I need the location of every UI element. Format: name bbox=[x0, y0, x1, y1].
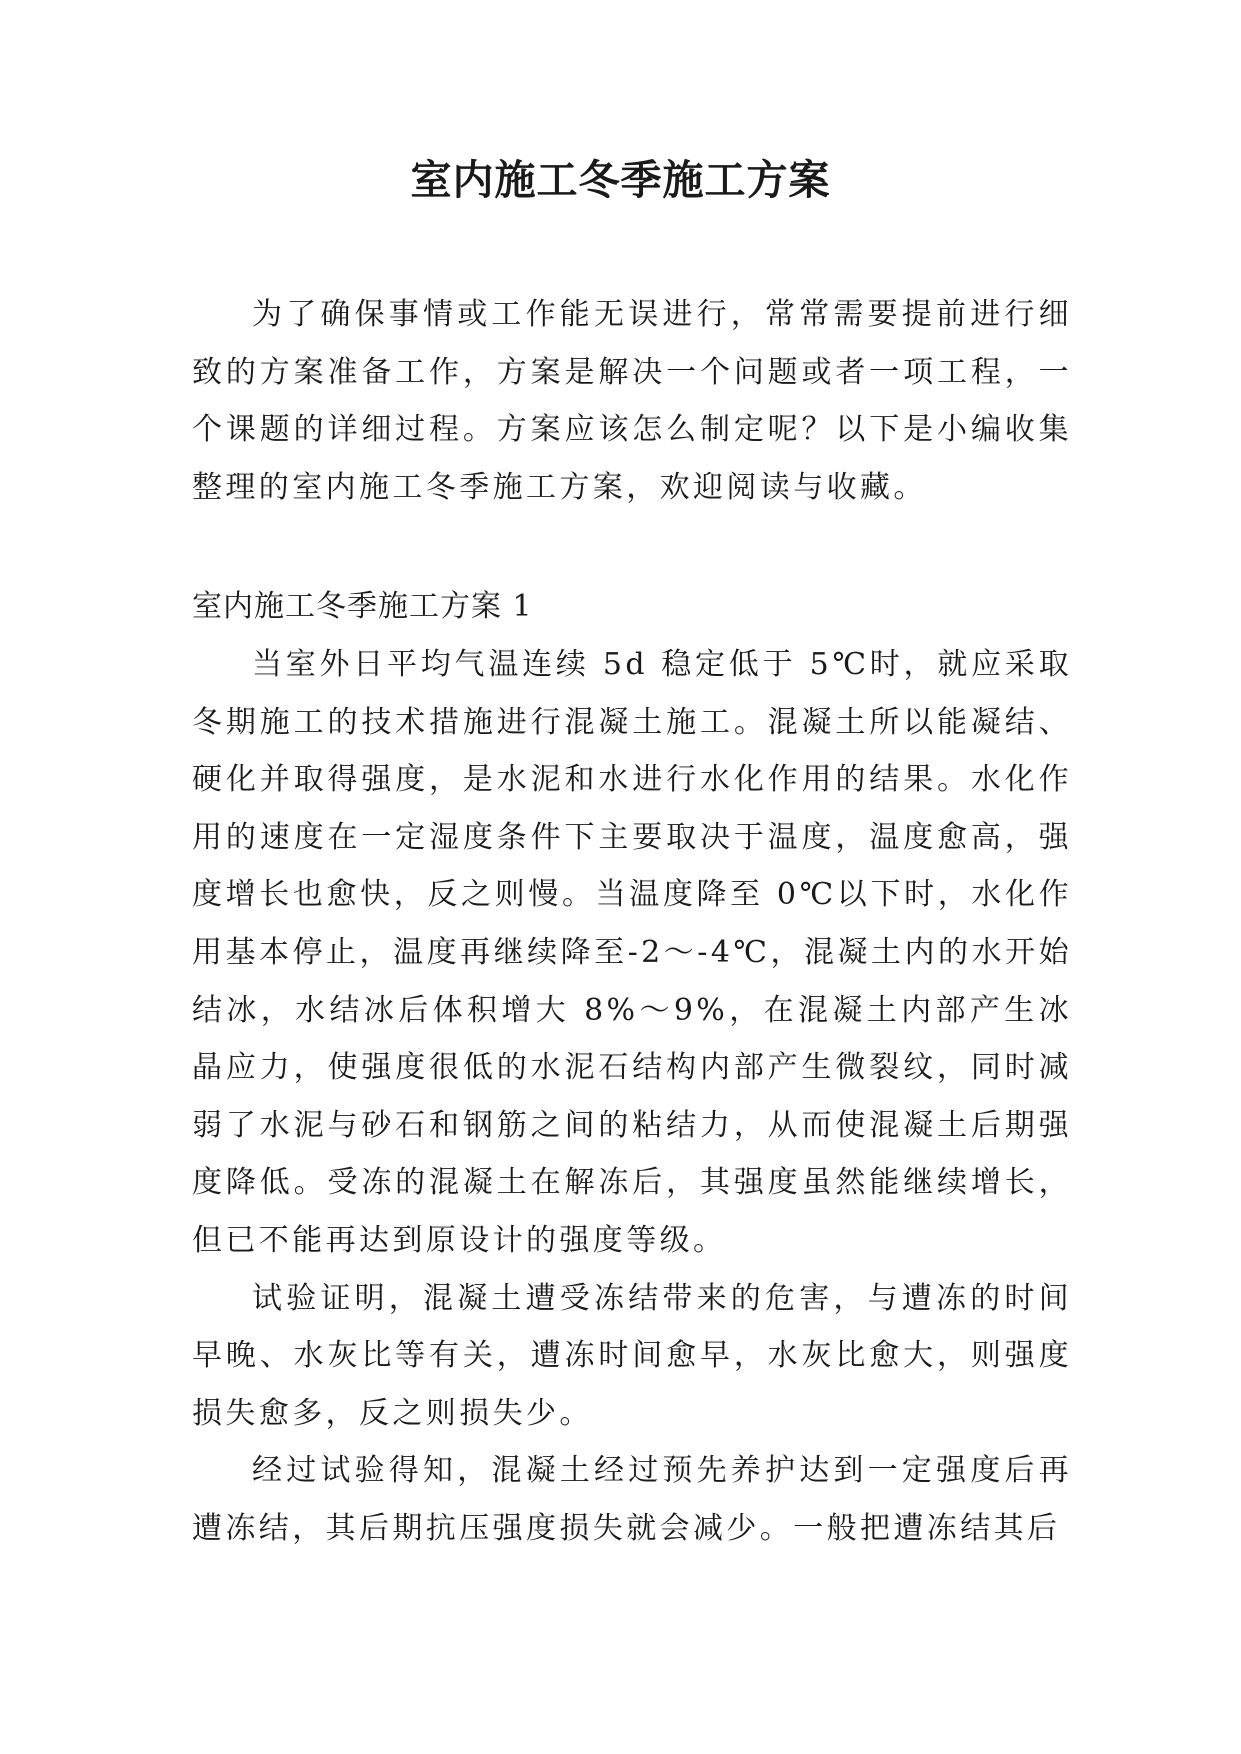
document-title: 室内施工冬季施工方案 bbox=[410, 156, 831, 204]
intro-paragraph: 为了确保事情或工作能无误进行，常常需要提前进行细致的方案准备工作，方案是解决一个问题或者一项工程，一个课题的详细过程。方案应该怎么制定呢？以下是小编收集整理的室内施工冬季施工方案，欢迎阅读与收藏。 bbox=[192, 297, 1072, 505]
body-paragraph: 试验证明，混凝土遭受冻结带来的危害，与遭冻的时间早晚、水灰比等有关，遭冻时间愈早，水灰比愈大，则强度损失愈多，反之则损失少。 bbox=[192, 1280, 1072, 1431]
body-paragraph: 当室外日平均气温连续 5d 稳定低于 5℃时，就应采取冬期施工的技术措施进行混凝土施工。混凝土所以能凝结、硬化并取得强度，是水泥和水进行水化作用的结果。水化作用的速度在一定湿度条件下主要取决于温度，温度愈高，强度增长也愈快，反之则慢。当温度降至 0℃以下时，水化作用基本停止，温度再继续降至-2～-4℃，混凝土内的水开始结冰，水结冰后体积增大 8%～9%，在混凝土内部产生冰晶应力，使强度很低的水泥石结构内部产生微裂纹，同时减弱了水泥与砂石和钢筋之间的粘结力，从而使混凝土后期强度降低。受冻的混凝土在解冻后，其强度虽然能继续增长，但已不能再达到原设计的强度等级。 bbox=[192, 646, 1072, 1258]
body-paragraph: 经过试验得知，混凝土经过预先养护达到一定强度后再遭冻结，其后期抗压强度损失就会减少。一般把遭冻结其后 bbox=[192, 1453, 1072, 1546]
document-body bbox=[192, 286, 1072, 1557]
section-heading: 室内施工冬季施工方案 1 bbox=[192, 589, 533, 625]
